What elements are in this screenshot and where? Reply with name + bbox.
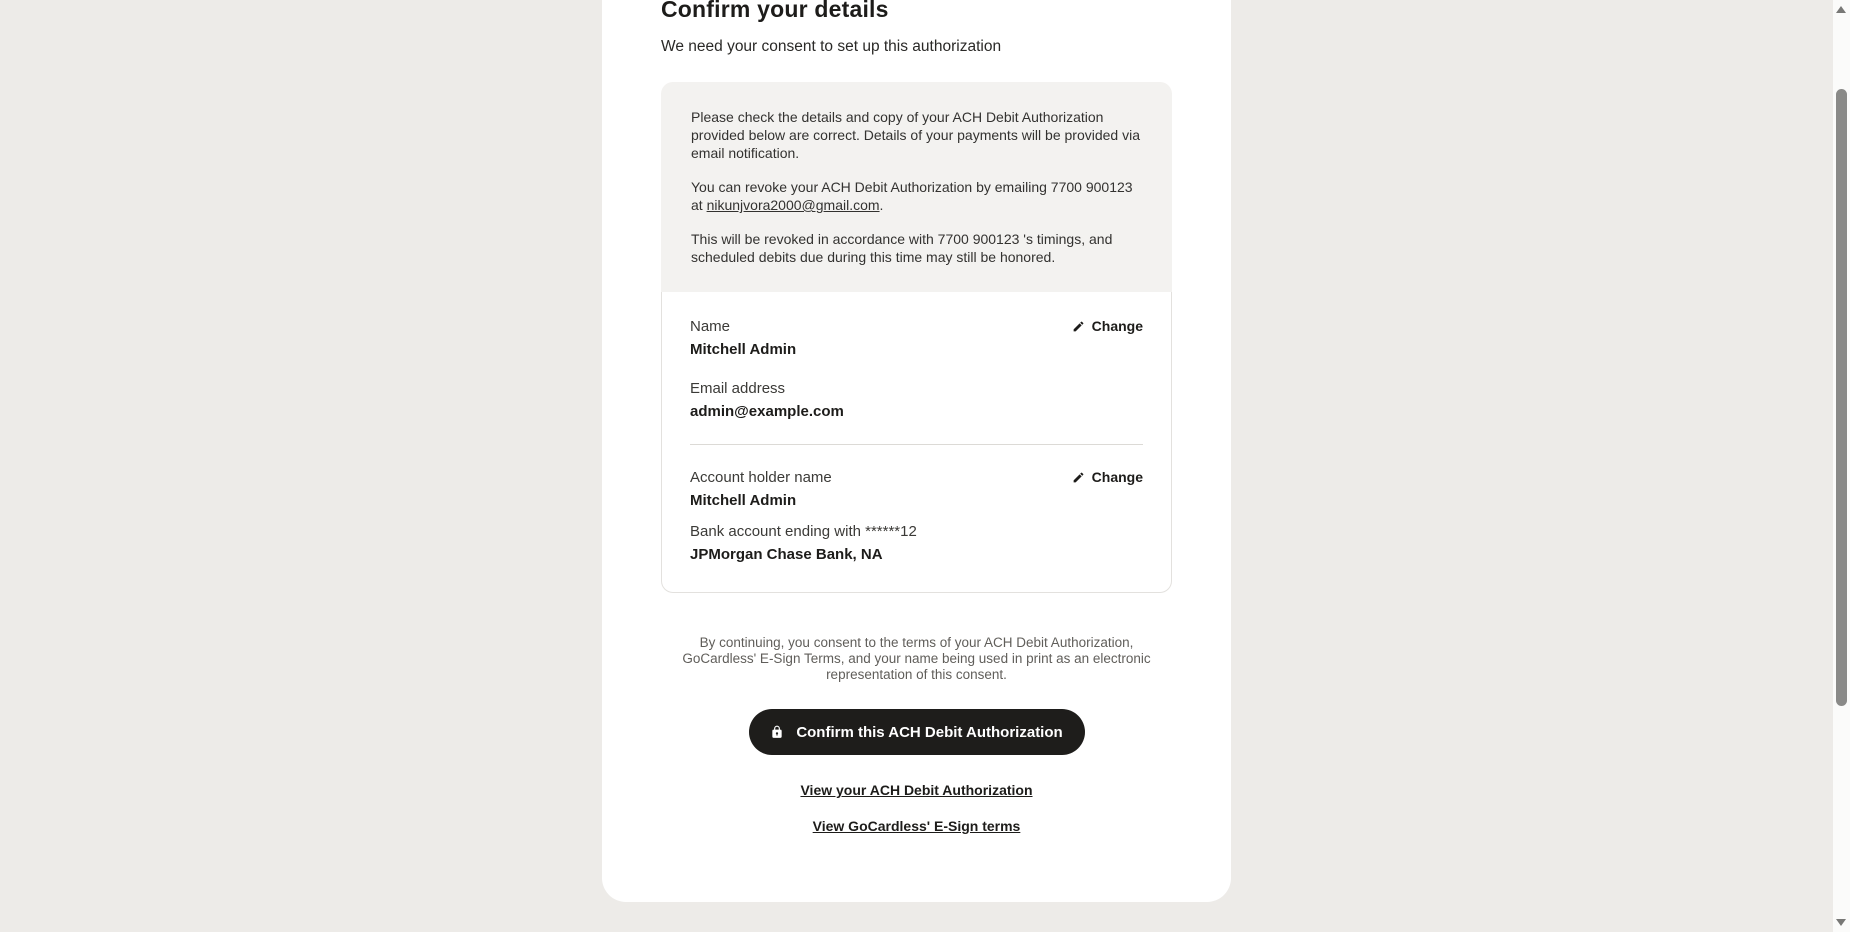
authorization-notice: [661, 82, 1172, 292]
name-label: Name: [690, 318, 731, 335]
pencil-icon: [1072, 320, 1085, 333]
confirm-details-card: [602, 0, 1231, 902]
change-name-label: Change: [1091, 318, 1143, 334]
details-divider: [690, 444, 1143, 445]
bank-name-value: JPMorgan Chase Bank, NA: [690, 546, 883, 563]
account-holder-label: Account holder name: [690, 469, 832, 486]
details-box: [661, 292, 1172, 593]
view-authorization-link[interactable]: View your ACH Debit Authorization: [800, 782, 1033, 798]
confirm-authorization-button[interactable]: [749, 709, 1085, 755]
scroll-down-arrow-icon[interactable]: [1836, 919, 1846, 926]
revoke-text-suffix: .: [879, 197, 884, 213]
pencil-icon: [1072, 471, 1085, 484]
scroll-up-arrow-icon[interactable]: [1836, 6, 1846, 13]
confirm-button-label: Confirm this ACH Debit Authorization: [796, 723, 1063, 741]
view-esign-terms-link[interactable]: View GoCardless' E-Sign terms: [812, 818, 1021, 834]
bank-account-label: Bank account ending with ******12: [690, 523, 917, 540]
vertical-scrollbar[interactable]: [1833, 0, 1850, 932]
change-account-button[interactable]: [1072, 469, 1143, 485]
consent-disclaimer: By continuing, you consent to the terms of your ACH Debit Authorization, GoCardless' E-Sign Terms, and your name being used in print as an electronic representation of this consent.: [682, 635, 1151, 682]
email-label: Email address: [690, 380, 786, 397]
name-row: [690, 318, 1143, 335]
notice-paragraph-check-details: Please check the details and copy of your ACH Debit Authorization provided below are correct. Details of your payments will be provided via email notification.: [691, 109, 1140, 161]
change-name-button[interactable]: [1072, 318, 1143, 334]
notice-paragraph-timings: This will be revoked in accordance with 7700 900123 's timings, and scheduled debits due during this time may still be honored.: [691, 231, 1113, 265]
authorization-panel: [661, 82, 1172, 593]
notice-paragraph-revoke: [691, 178, 1142, 214]
change-account-label: Change: [1091, 469, 1143, 485]
account-holder-value: Mitchell Admin: [690, 492, 797, 509]
lock-icon: [770, 725, 784, 739]
footer-links: [661, 755, 1172, 836]
scrollbar-thumb[interactable]: [1836, 89, 1847, 706]
revoke-email-link[interactable]: nikunjvora2000@gmail.com: [706, 197, 880, 213]
email-value: admin@example.com: [690, 403, 844, 420]
revoke-text-prefix: You can revoke your ACH Debit Authorization by emailing 7700 900123 at: [691, 179, 1133, 213]
name-value: Mitchell Admin: [690, 341, 797, 358]
page-title: Confirm your details: [661, 0, 889, 22]
page-subtitle: We need your consent to set up this authorization: [661, 38, 1002, 55]
account-holder-row: [690, 469, 1143, 486]
